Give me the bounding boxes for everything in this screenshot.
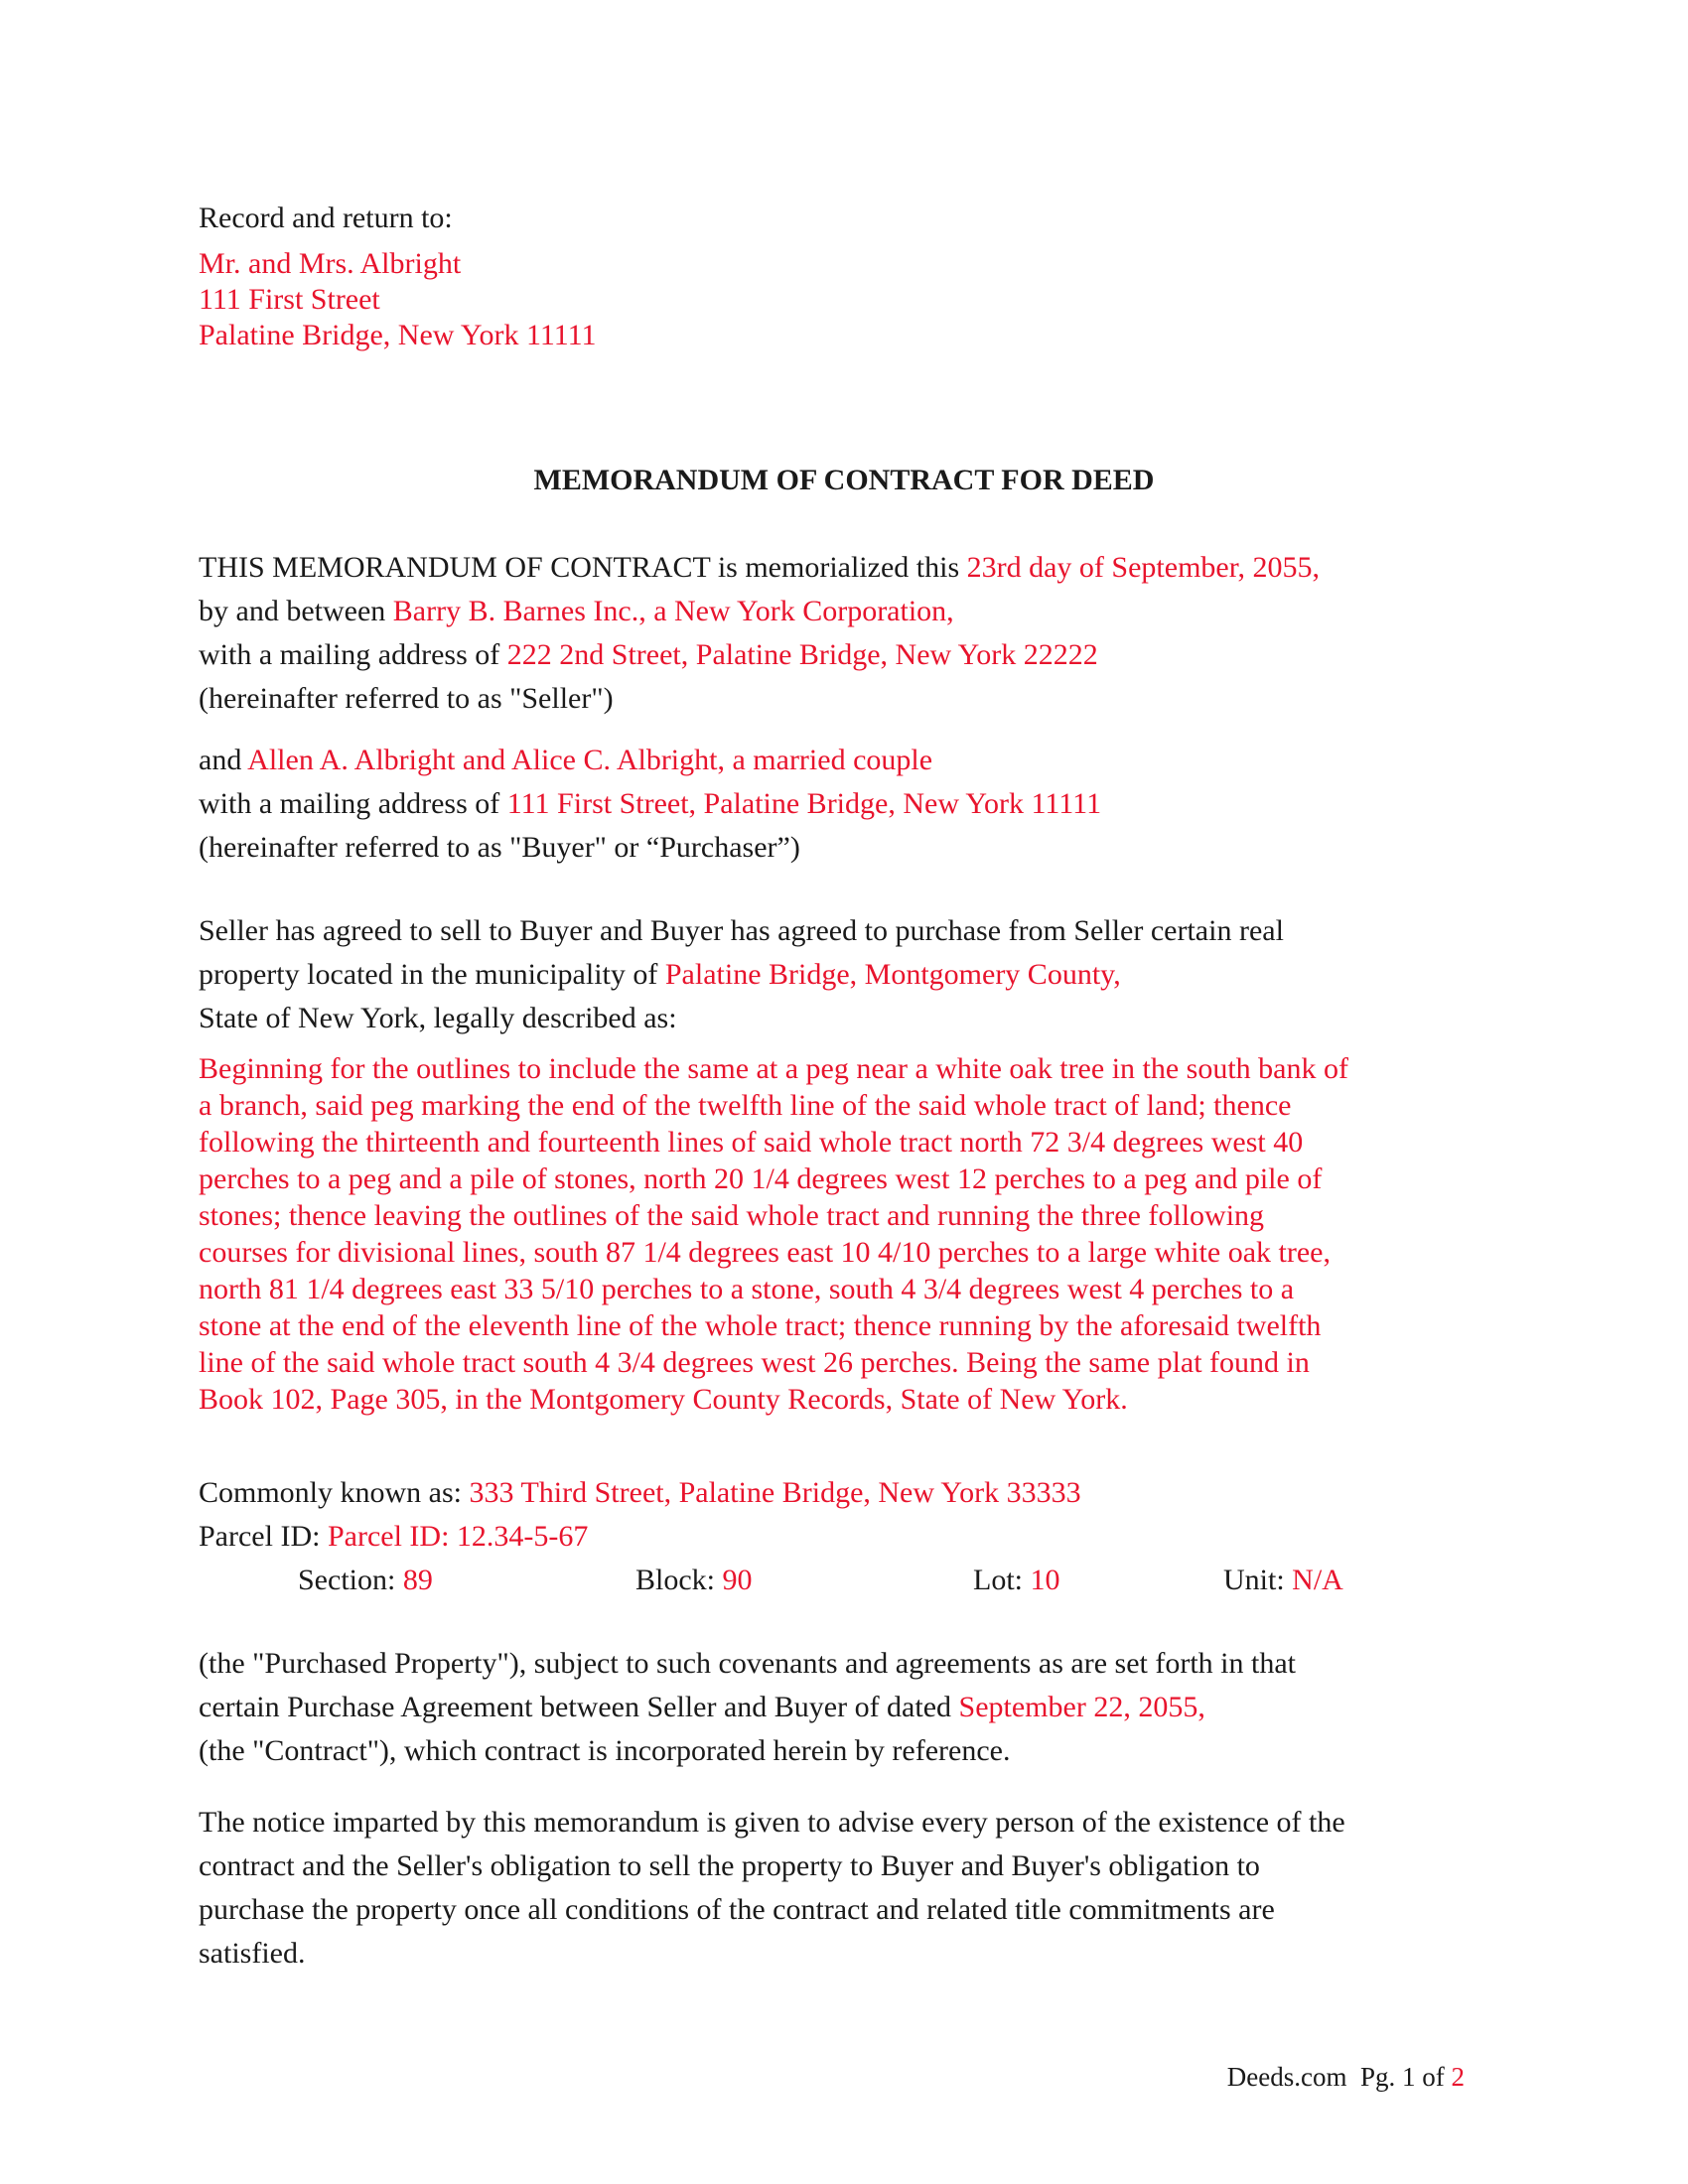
seller-address: 222 2nd Street, Palatine Bridge, New York 22222 (506, 638, 1098, 671)
section-field (298, 1559, 433, 1602)
known-as-address: 333 Third Street, Palatine Bridge, New York 33333 (469, 1476, 1081, 1509)
lot-value: 10 (1030, 1564, 1060, 1596)
contract-line-3: (the "Contract"), which contract is incorporated herein by reference. (199, 1734, 1011, 1767)
unit-value: N/A (1292, 1564, 1343, 1596)
legal-line: north 81 1/4 degrees east 33 5/10 perches to a stone, south 4 3/4 degrees west 4 perches to a (199, 1273, 1295, 1305)
property-text-2: property located in the municipality of (199, 958, 665, 991)
legal-line: following the thirteenth and fourteenth lines of said whole tract north 72 3/4 degrees west 40 (199, 1126, 1304, 1159)
legal-line: stone at the end of the eleventh line of the whole tract; thence running by the aforesaid twelfth (199, 1309, 1322, 1342)
buyer-reference: (hereinafter referred to as "Buyer" or “Purchaser”) (199, 831, 800, 864)
property-line-3: State of New York, legally described as: (199, 1002, 677, 1034)
memo-date: 23rd day of September, 2055, (966, 551, 1321, 584)
parcel-id: Parcel ID: 12.34-5-67 (327, 1520, 589, 1553)
block-value: 90 (722, 1564, 753, 1596)
legal-line: Beginning for the outlines to include the same at a peg near a white oak tree in the south bank of (199, 1052, 1348, 1085)
return-name: Mr. and Mrs. Albright (199, 247, 462, 280)
known-as-line (199, 1471, 1081, 1515)
intro-line-3 (199, 633, 1098, 677)
intro-line-1 (199, 546, 1320, 590)
buyer-address: 111 First Street, Palatine Bridge, New York 11111 (506, 787, 1102, 820)
legal-line: line of the said whole tract south 4 3/4 degrees west 26 perches. Being the same plat found in (199, 1346, 1310, 1379)
contract-date: September 22, 2055, (958, 1691, 1205, 1723)
lot-label: Lot: (973, 1564, 1031, 1596)
notice-line: satisfied. (199, 1937, 306, 1970)
page-footer (1227, 2059, 1465, 2095)
buyer-line-1 (199, 739, 932, 782)
document-title: MEMORANDUM OF CONTRACT FOR DEED (533, 464, 1155, 496)
seller-reference: (hereinafter referred to as "Seller") (199, 682, 614, 715)
buyer-line-2 (199, 782, 1101, 826)
notice-line: purchase the property once all conditions of the contract and related title commitments are (199, 1893, 1275, 1926)
footer-site: Deeds.com (1226, 2062, 1347, 2092)
block-label: Block: (635, 1564, 723, 1596)
legal-line: a branch, said peg marking the end of the twelfth line of the said whole tract of land; thence (199, 1089, 1292, 1122)
known-as-label: Commonly known as: (199, 1476, 470, 1509)
intro-text-2: by and between (199, 595, 393, 627)
buyer-name: Allen A. Albright and Alice C. Albright, a married couple (247, 744, 933, 776)
buyer-text-1: and (199, 744, 248, 776)
contract-line-2 (199, 1686, 1205, 1729)
legal-line: courses for divisional lines, south 87 1/4 degrees east 10 4/10 perches to a large white oak tree, (199, 1236, 1331, 1269)
return-street: 111 First Street (199, 283, 380, 316)
lot-field (973, 1559, 1060, 1602)
legal-description (199, 1050, 1509, 1418)
intro-line-2 (199, 590, 954, 633)
intro-text-1: THIS MEMORANDUM OF CONTRACT is memorialized this (199, 551, 967, 584)
municipality: Palatine Bridge, Montgomery County, (664, 958, 1121, 991)
block-field (635, 1559, 753, 1602)
property-line-2 (199, 953, 1121, 997)
unit-label: Unit: (1223, 1564, 1293, 1596)
contract-text-2: certain Purchase Agreement between Seller and Buyer of dated (199, 1691, 959, 1723)
buyer-text-2: with a mailing address of (199, 787, 507, 820)
unit-field (1223, 1559, 1343, 1602)
intro-text-3: with a mailing address of (199, 638, 507, 671)
record-return-label: Record and return to: (199, 202, 453, 234)
footer-page-label: Pg. 1 of (1359, 2062, 1452, 2092)
legal-line: Book 102, Page 305, in the Montgomery County Records, State of New York. (199, 1383, 1128, 1416)
notice-line: The notice imparted by this memorandum is given to advise every person of the existence of the (199, 1806, 1345, 1839)
parcel-label: Parcel ID: (199, 1520, 328, 1553)
seller-name: Barry B. Barnes Inc., a New York Corporation, (392, 595, 954, 627)
contract-line-1: (the "Purchased Property"), subject to such covenants and agreements as are set forth in that (199, 1647, 1296, 1680)
section-value: 89 (402, 1564, 433, 1596)
section-label: Section: (298, 1564, 403, 1596)
property-line-1: Seller has agreed to sell to Buyer and Buyer has agreed to purchase from Seller certain real (199, 914, 1284, 947)
legal-line: stones; thence leaving the outlines of the said whole tract and running the three following (199, 1199, 1265, 1232)
return-city: Palatine Bridge, New York 11111 (199, 319, 597, 351)
notice-line: contract and the Seller's obligation to sell the property to Buyer and Buyer's obligation to (199, 1849, 1260, 1882)
parcel-line (199, 1515, 588, 1559)
footer-total-pages: 2 (1451, 2062, 1465, 2092)
legal-line: perches to a peg and a pile of stones, north 20 1/4 degrees west 12 perches to a peg and pile of (199, 1162, 1323, 1195)
